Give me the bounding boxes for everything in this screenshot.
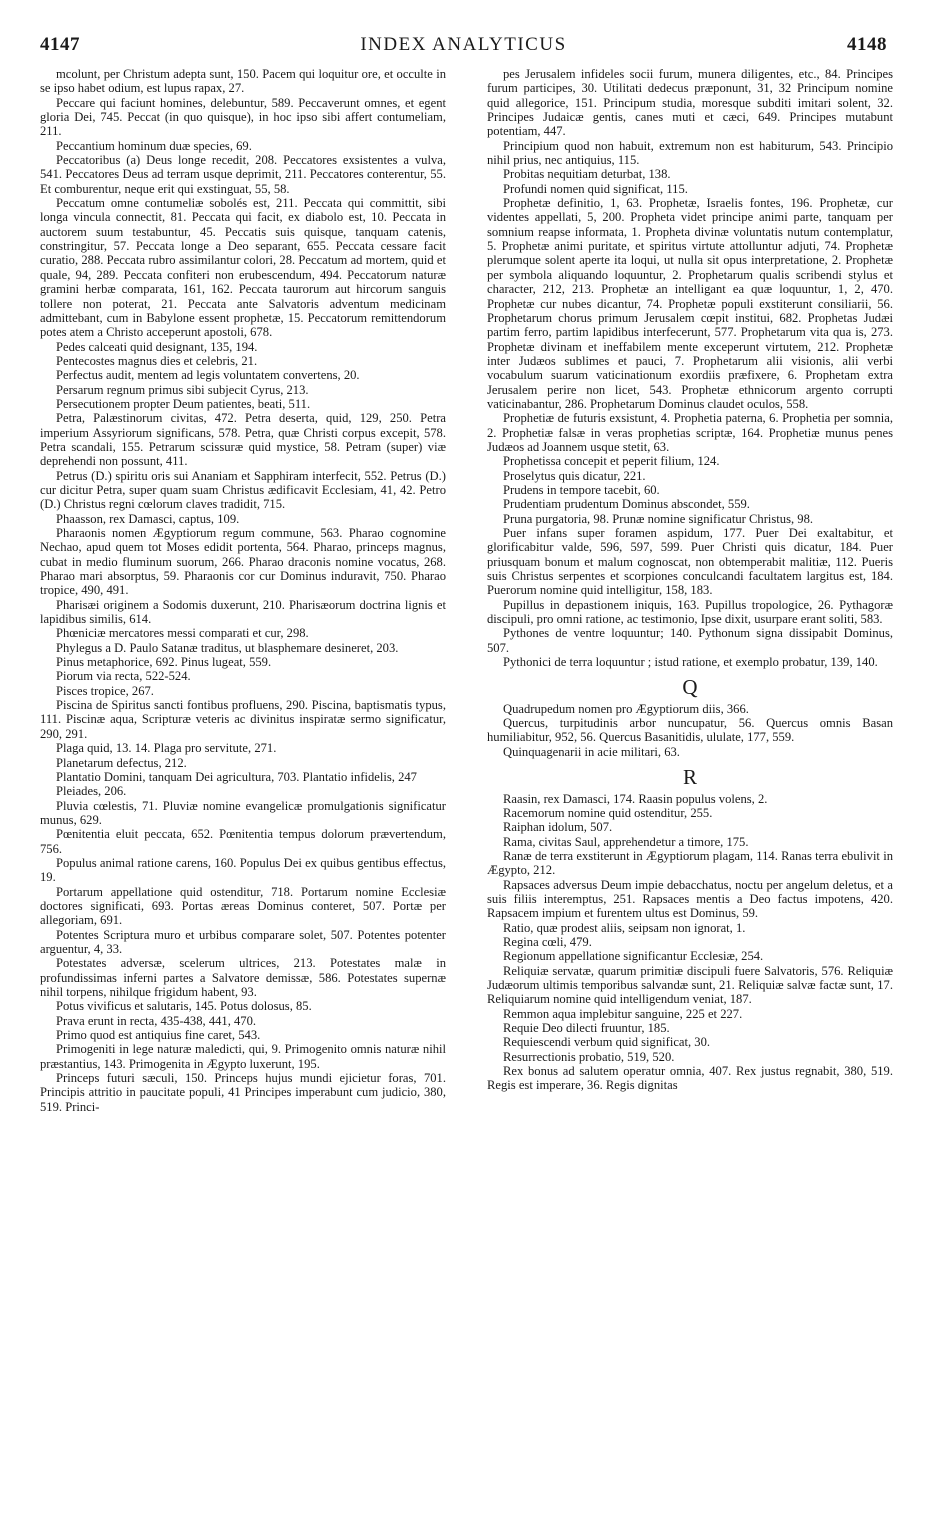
index-entry: Phaasson, rex Damasci, captus, 109.	[56, 511, 240, 526]
index-entry: Profundi nomen quid significat, 115.	[503, 181, 688, 196]
index-entry: Remmon aqua implebitur sanguine, 225 et 227.	[503, 1006, 743, 1021]
index-entry: Prudentiam prudentum Dominus abscondet, 559.	[503, 497, 750, 512]
index-entry: Prava erunt in recta, 435-438, 441, 470.	[56, 1013, 257, 1028]
index-entry: Planetarum defectus, 212.	[56, 755, 187, 770]
index-entry: Requie Deo dilecti fruuntur, 185.	[503, 1021, 670, 1035]
index-entry: Ranæ de terra exstiterunt in Ægyptiorum plagam, 114. Ranas terra ebulivit in Ægypto, 212.	[487, 848, 893, 878]
index-entry: Potestates adversæ, scelerum ultrices, 213. Potestates malæ in profundissimas inferni partes a Salvatore demissæ, 586. Potestates supernæ nihil torpens, nihilque frigidum habent, 93.	[40, 956, 446, 999]
left-column	[40, 67, 446, 1114]
index-entry: Pythones de ventre loquuntur; 140. Pythonum signa dissipabit Dominus, 507.	[487, 626, 893, 655]
index-entry: Probitas nequitiam deturbat, 138.	[503, 167, 671, 182]
section-letter-q: Q	[682, 675, 698, 700]
section-q-entries	[487, 702, 893, 759]
index-entry: Quercus, turpitudinis arbor nuncupatur, 56. Quercus omnis Basan humiliabitur, 952, 56. Quercus Basanitidis, ululate, 177, 559.	[487, 716, 893, 745]
index-entry: Primo quod est antiquius fine caret, 543.	[56, 1028, 261, 1043]
page-header	[40, 34, 887, 64]
index-entry: Puer infans super foramen aspidum, 177. Puer Dei exaltabitur, et glorificabitur valde, 596, 597, 599. Puer Christi quis dicatur, 184. Puer priusquam bonum et malum cognoscat, non obtemperabit malitiæ, 112. Pueris suis Christus serpentes et scorpiones conculcandi facultatem largitus est, 184. Puerorum nomine quid intelligitur, 158, 183.	[487, 526, 893, 598]
page-number-right: 4148	[847, 34, 887, 55]
index-entry: Ratio, quæ prodest aliis, seipsam non ignorat, 1.	[503, 920, 746, 935]
index-entry: Quinquagenarii in acie militari, 63.	[503, 744, 680, 759]
index-entry: Rapsaces adversus Deum impie debacchatus, noctu per angelum deletus, et a suis filiis interemptus, 251. Rapsaces mentis a Deo factus impotens, 420. Rapsacem impium et furentem ultus est Dominus, 59.	[487, 877, 893, 921]
running-title: INDEX ANALYTICUS	[360, 34, 567, 55]
index-entry: Potentes Scriptura muro et urbibus comparare solet, 507. Potentes potenter arguentur, 4, 33.	[40, 927, 446, 956]
index-entry: Regionum appellatione significantur Ecclesiæ, 254.	[503, 949, 764, 964]
index-entry: Pharaonis nomen Ægyptiorum regum commune, 563. Pharao cognomine Nechao, apud quem tot Moses edidit portenta, 564. Pharao, princeps magnus, cubat in medio fluminum suorum, 266. Pharao draconis nomine vocatus, 268. Pharao mari absorptus, 59. Pharaonis cor cur Dominus induravit, 750. Pharao tropice, 490, 491.	[40, 526, 446, 598]
index-entry: Populus animal ratione carens, 160. Populus Dei ex quibus gentibus effectus, 19.	[40, 855, 446, 885]
index-entry: Racemorum nomine quid ostenditur, 255.	[503, 805, 713, 820]
index-entry: Princeps futuri sæculi, 150. Princeps hujus mundi ejicietur foras, 701. Principis attritio in paucitate populi, 41 Principes imperabunt cum judicio, 380, 519. Princi-	[40, 1071, 446, 1114]
index-entry: Pœnitentia eluit peccata, 652. Pœnitentia tempus dolorum prævertendum, 756.	[40, 827, 446, 856]
right-column	[487, 67, 893, 1093]
index-entry: Pentecostes magnus dies et celebris, 21.	[56, 353, 258, 368]
index-entry: Pinus metaphorice, 692. Pinus lugeat, 559.	[56, 655, 272, 670]
index-entry: Pythonici de terra loquuntur ; istud ratione, et exemplo probatur, 139, 140.	[503, 655, 878, 670]
index-entry: Peccare qui faciunt homines, delebuntur, 589. Peccaverunt omnes, et egent gloria Dei, 745. Peccat (in quo quisque), in hoc ipso sibi affert contumeliam, 211.	[40, 95, 446, 139]
index-entry: Principium quod non habuit, extremum non est habiturum, 543. Principio nihil prius, nec antiquius, 115.	[487, 138, 893, 168]
index-entry: Peccatoribus (a) Deus longe recedit, 208. Peccatores exsistentes a vulva, 541. Peccatores Deus ad terram usque deprimit, 211. Peccatores conterentur, 55. Et comburentur, neque erit qui exstinguat, 55, 58.	[40, 153, 446, 196]
index-entry: Rama, civitas Saul, apprehendetur a timore, 175.	[503, 834, 749, 849]
section-letter-r: R	[682, 765, 697, 790]
index-entry: Pisces tropice, 267.	[56, 683, 154, 698]
index-entry: Petrus (D.) spiritu oris sui Ananiam et Sapphiram interfecit, 552. Petrus (D.) cur dicitur Petra, super quam suam Christus ædificavit Ecclesiam, 41, 42. Petro (D.) Christus regni cœlorum claves tradidit, 715.	[40, 468, 446, 512]
index-entry: Quadrupedum nomen pro Ægyptiorum diis, 366.	[503, 701, 749, 716]
index-entry: Prophetæ definitio, 1, 63. Prophetæ, Israelis fontes, 196. Prophetæ, cur videntes appellati, 5, 200. Propheta videt principe animi parte, tanquam per somnium reapse informata, 1. Propheta divinæ voluntatis nutum contemplatur, 5. Prophetæ animi puritate, et spiritus virtute attolluntur adjuti, 74. Prophetæ plerumque solent aperte ita loqui, ut nulla sit opus interpretatione, 2. Prophetæ per symbola aliquando loquuntur, 2. Prophetarum qualis scribendi stylus et character, 212, 213. Prophetæ an intelligant ea quæ loquuntur, 1, 2, 470. Prophetæ cur nubes dicantur, 74. Prophetæ populi exstiterunt consiliarii, 56. Prophetarum chorus primum Jerusalem cœpit institui, 682. Prophetas Judæi partim ferro, partim lapidibus interfecerunt, 577. Prophetarum vita qua is, 273. Prophetæ divinam et ineffabilem mente exceperunt virtutem, 212. Prophetæ inter Judæos sublimes et pauci, 7. Prophetarum alii visionis, alii verbi vocabulum suarum vaticinationum exordiis præfixere, 6. Prophetam extra Jerusalem perire non licet, 543. Prophetæ ethnicorum argento corrupti vaticinabantur, 286. Prophetarum Dominus claudet oculos, 558.	[487, 196, 893, 411]
index-entry: Raiphan idolum, 507.	[503, 820, 613, 835]
index-entry: Rex bonus ad salutem operatur omnia, 407. Rex justus regnabit, 380, 519. Regis est imperare, 36. Regis dignitas	[487, 1064, 893, 1093]
index-entry: Phylegus a D. Paulo Satanæ traditus, ut blasphemare desineret, 203.	[56, 640, 399, 655]
index-entry: Plantatio Domini, tanquam Dei agricultura, 703. Plantatio infidelis, 247	[56, 769, 417, 784]
index-entry: Reliquiæ servatæ, quarum primitiæ discipuli fuere Salvatoris, 576. Reliquiæ Judæorum ultimis temporibus salvandæ sunt, 21. Reliquiæ salvæ factæ sunt, 17. Reliquiarum nomine quid intelligendum veniat, 187.	[487, 963, 893, 1007]
index-entry: Resurrectionis probatio, 519, 520.	[503, 1049, 675, 1064]
index-entry: Perfectus audit, mentem ad legis voluntatem convertens, 20.	[56, 368, 360, 383]
index-entry: Plaga quid, 13. 14. Plaga pro servitute, 271.	[56, 741, 277, 756]
index-entry: Prudens in tempore tacebit, 60.	[503, 482, 660, 497]
index-entry: Primogeniti in lege naturæ maledicti, qui, 9. Primogenito omnis naturæ nihil præstantius, 143. Primogenita in Ægypto luxerunt, 195.	[40, 1042, 446, 1071]
index-entry: Piorum via recta, 522-524.	[56, 669, 191, 684]
index-entry: Prophetissa concepit et peperit filium, 124.	[503, 454, 720, 469]
index-entry: Proselytus quis dicatur, 221.	[503, 468, 646, 483]
section-r-entries	[487, 792, 893, 1093]
index-entry: pes Jerusalem infideles socii furum, munera diligentes, etc., 84. Principes furum participes, 30. Utilitati dedecus præponunt, 31, 32 Principum nomine quid allegorice, 151. Principum studia, moresque subditi imitari solent, 32. Principes Judaicæ gentis, canes muti et cæci, 649. Principes mutabunt potentiam, 447.	[487, 67, 893, 139]
index-entry: Pupillus in depastionem iniquis, 163. Pupillus tropologice, 26. Pythagoræ discipuli, pro omni ratione, ac testimonio, Ipse dixit, usurpare erant soliti, 583.	[487, 597, 893, 627]
index-entry: Regina cœli, 479.	[503, 934, 592, 949]
index-entry: Requiescendi verbum quid significat, 30.	[503, 1035, 711, 1050]
index-entry: Peccantium hominum duæ species, 69.	[56, 138, 252, 153]
index-entry: Petra, Palæstinorum civitas, 472. Petra deserta, quid, 129, 250. Petra imperium Assyriorum significans, 578. Petra, quæ Christi corpus excepit, 578. Petra scandali, 155. Petrarum scissuræ quid mystice, 58. Petram (super) viæ deprehendi non possunt, 411.	[40, 411, 446, 469]
index-entry: Prophetiæ de futuris exsistunt, 4. Prophetia paterna, 6. Prophetia per somnia, 2. Prophetiæ falsæ in veras prophetias scriptæ, 164. Prophetiæ munus penes Judæos ad Joannem usque stetit, 63.	[487, 411, 893, 454]
index-entry: Persecutionem propter Deum patientes, beati, 511.	[56, 396, 311, 411]
index-entry: Pharisæi originem a Sodomis duxerunt, 210. Pharisæorum doctrina lignis et lapidibus similis, 614.	[40, 597, 446, 627]
p-section-continued	[487, 67, 893, 669]
index-entry: mcolunt, per Christum adepta sunt, 150. Pacem qui loquitur ore, et occulte in se ipso habet odium, est lupus rapax, 27.	[40, 67, 446, 96]
index-entry: Potus vivificus et salutaris, 145. Potus dolosus, 85.	[56, 999, 312, 1014]
index-entry: Pruna purgatoria, 98. Prunæ nomine significatur Christus, 98.	[503, 511, 814, 526]
index-entry: Raasin, rex Damasci, 174. Raasin populus volens, 2.	[503, 791, 768, 806]
index-entry: Pluvia cœlestis, 71. Pluviæ nomine evangelicæ promulgationis significatur munus, 629.	[40, 798, 446, 827]
index-entry: Portarum appellatione quid ostenditur, 718. Portarum nomine Ecclesiæ doctores significati, 693. Portas æreas Dominus conteret, 507. Portæ per allegoriam, 691.	[40, 884, 446, 928]
index-entry: Phœniciæ mercatores messi comparati et cur, 298.	[56, 626, 309, 641]
index-entry: Persarum regnum primus sibi subjecit Cyrus, 213.	[56, 382, 309, 397]
page-number-left: 4147	[40, 34, 80, 55]
index-entry: Peccatum omne contumeliæ sobolés est, 211. Peccata qui committit, sibi longa vincula connectit, 81. Peccata qui facit, ex diabolo est, 10. Peccata in auctorem suum testabuntur, 45. Peccatis suis quisque, tanquam catenis, constringitur, 57. Peccata longe a Deo separant, 655. Peccata cessare facit curatio, 288. Peccata rubro assimilantur colori, 28. Peccatum ad mortem, quid et quale, 94, 289. Peccata confiteri non erubescendum, 494. Peccatorum naturæ gramini herbæ comparata, 161, 162. Peccata taurorum aut hircorum sanguis tollere non poterat, 21. Peccata ante Salvatoris adventum medicinam admittebant, cum in Babylone essent prophetæ, 15. Peccatorum remittendorum potes atem a Christo acceperunt apostoli, 678.	[40, 196, 446, 340]
index-entry: Pedes calceati quid designant, 135, 194.	[56, 339, 258, 354]
index-entry: Pleiades, 206.	[56, 784, 127, 799]
index-entry: Piscina de Spiritus sancti fontibus profluens, 290. Piscina, baptismatis typus, 111. Piscinæ aqua, Scripturæ veteris ac divinitus inspiratæ sermo significatur, 290, 291.	[40, 698, 446, 741]
